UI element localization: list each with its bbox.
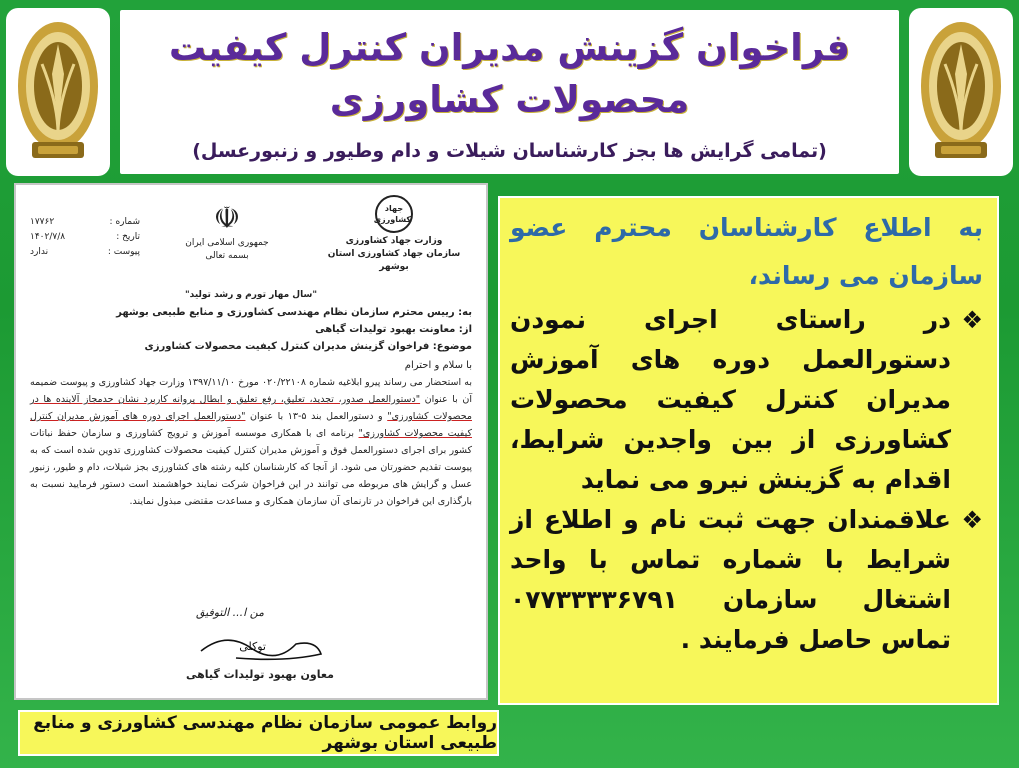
agricultural-emblem-icon <box>6 8 110 176</box>
organization-name: سازمان جهاد کشاورزی استان بوشهر <box>327 249 461 272</box>
letter-sender: از: معاونت بهبود تولیدات گیاهی <box>315 324 472 335</box>
meta-number: شماره : ۱۷۷۶۲ <box>30 217 140 227</box>
letter-signature <box>16 600 486 690</box>
closing-phrase: من ا... التوفیق <box>196 606 264 619</box>
diamond-bullet-icon: ❖ <box>961 506 983 534</box>
basmala: بسمه تعالی <box>205 251 249 261</box>
letter-header <box>30 195 472 283</box>
letter-body: به استحضار می رساند پیرو ابلاغیه شماره ۰۲۰/۲۲۱۰۸ مورخ ۱۳۹۷/۱۱/۱۰ وزارت جهاد کشاورزی و پیوست ضمیمه آن با عنوان "دستورالعمل صدور، تجدید، تعلیق، رفع تعلیق و ابطال پروانه کاربرد نشان حدمجاز آلاینده ها در محصولات کشاورزی" و دستورالعمل بند ۵-۱۳ با عنوان "دستورالعمل اجرای دوره های آموزش مدیران کنترل کیفیت محصولات کشاورزی" برنامه ای با همکاری موسسه آموزش و ترویج کشاورزی و سازمان حفظ نباتات کشور برای اجرای دستورالعمل فوق و آموزش مدیران کنترل کیفیت محصولات کشاورزی تدوین شده است که به پیوست تقدیم حضورتان می شود. از آنجا که کارشناسان کلیه رشته های کشاورزی بجز شیلات، دام و طیور، زنبور عسل و گرایش های مربوطه می توانند در این فراخوان شرکت نمایند خواهشمند است دستور فرمایید نسبت به بارگذاری این فراخوان در تارنمای آن سازمان همکاری و مساعدت مقتضی مبذول نمایند. <box>30 377 472 507</box>
letter-subject: موضوع: فراخوان گزینش مدیران کنترل کیفیت محصولات کشاورزی <box>144 341 472 352</box>
official-letter <box>16 185 486 698</box>
letter-recipient: به: رییس محترم سازمان نظام مهندسی کشاورزی و منابع طبیعی بوشهر <box>116 307 472 318</box>
footer-text: روابط عمومی سازمان نظام مهندسی کشاورزی و منابع طبیعی استان بوشهر <box>33 713 497 753</box>
diamond-bullet-icon: ❖ <box>961 306 983 334</box>
highlighted-title-1: "دستورالعمل صدور، تجدید، تعلیق، رفع تعلیق و ابطال پروانه کاربرد نشان حدمجاز آلاینده ها در محصولات کشاورزی" <box>30 394 472 422</box>
page-title: فراخوان گزینش مدیران کنترل کیفیت <box>168 26 851 69</box>
notice-bullet-1: ❖ در راستای اجرای نمودن دستورالعمل دوره های آموزش مدیران کنترل کیفیت محصولات کشاورزی از بین واجدین شرایط، اقدام به گزینش نیرو می نماید <box>510 300 983 500</box>
notice-bullet-2: ❖ علاقمندان جهت ثبت نام و اطلاع از شرایط با شماره تماس با واحد اشتغال سازمان ۰۷۷۳۳۳۳۶۷۹۱ تماس حاصل فرمایند . <box>510 500 983 660</box>
highlighted-title-2: "دستورالعمل اجرای دوره های آموزش مدیران کنترل کیفیت محصولات کشاورزی" <box>30 411 472 439</box>
ministry-block <box>324 195 464 274</box>
emblem-graphic <box>915 14 1007 170</box>
page-title-line2: محصولات کشاورزی <box>329 78 690 121</box>
emblem-graphic <box>12 14 104 170</box>
signer-role: معاون بهبود تولیدات گیاهی <box>186 668 334 681</box>
signature-name: توکلی <box>239 640 266 653</box>
notice-box <box>498 196 999 705</box>
iran-emblem-icon: ☫ <box>213 201 241 236</box>
title-box <box>120 10 899 174</box>
jihad-logo-icon: جهاد کشاورزی <box>375 195 413 233</box>
year-slogan: "سال مهار تورم و رشد تولید" <box>184 290 318 300</box>
meta-date: تاریخ : ۱۴۰۲/۷/۸ <box>30 232 140 242</box>
republic-name: جمهوری اسلامی ایران <box>185 238 269 248</box>
letter-meta <box>30 215 140 260</box>
ministry-name: وزارت جهاد کشاورزی <box>345 236 443 246</box>
footer-banner <box>18 710 499 756</box>
signature-scribble <box>196 626 326 666</box>
meta-attachment: پیوست : ندارد <box>30 247 140 257</box>
notice-heading: به اطلاع کارشناسان محترم عضو سازمان می رساند، <box>510 213 983 290</box>
letter-greeting: با سلام و احترام <box>404 360 472 371</box>
agricultural-emblem-icon <box>909 8 1013 176</box>
page-subtitle: (تمامی گرایش ها بجز کارشناسان شیلات و دام وطیور و زنبورعسل) <box>192 140 827 162</box>
republic-block <box>182 201 272 263</box>
